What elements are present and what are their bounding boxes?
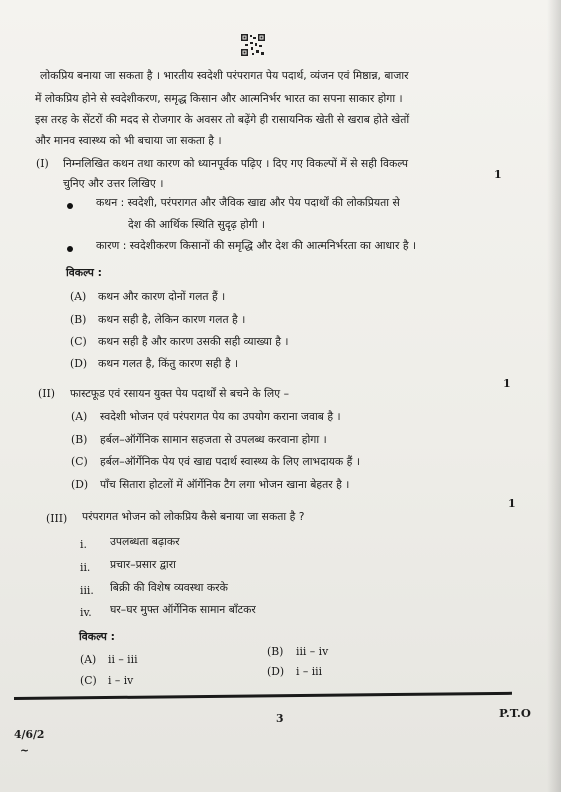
qr-code-icon <box>240 33 266 57</box>
option-key: (B) <box>267 645 284 658</box>
question-text: परंपरागत भोजन को लोकप्रिय कैसे बनाया जा सकता है ? <box>82 510 305 523</box>
statement-text: कथन : स्वदेशी, परंपरागत और जैविक खाद्य और पेय पदार्थों की लोकप्रियता से <box>96 196 400 209</box>
option-key: (B) <box>70 313 87 326</box>
question-number: (I) <box>36 157 49 170</box>
question-text: फास्टफूड एवं रसायन युक्त पेय पदार्थों से बचने के लिए – <box>70 387 289 400</box>
question-number: (II) <box>38 387 55 400</box>
options-label: विकल्प : <box>79 630 115 643</box>
footer-rule <box>14 692 512 700</box>
option-key: (D) <box>267 665 285 678</box>
question-marks: 1 <box>494 168 502 181</box>
option-key: (C) <box>80 674 97 687</box>
item-key: i. <box>80 538 87 551</box>
option-key: (C) <box>70 335 87 348</box>
paper-code: 4/6/2 <box>14 728 45 741</box>
option-key: (A) <box>70 290 87 303</box>
options-label: विकल्प : <box>66 266 102 279</box>
bullet-icon <box>67 246 73 252</box>
option-text: हर्बल–ऑर्गेनिक पेय एवं खाद्य पदार्थ स्वास्थ्य के लिए लाभदायक हैं । <box>100 455 360 468</box>
option-key: (C) <box>71 455 88 468</box>
item-text: घर–घर मुफ्त ऑर्गेनिक सामान बाँटकर <box>110 603 256 616</box>
statement-text: देश की आर्थिक स्थिति सुदृढ़ होगी । <box>128 218 266 231</box>
option-text: ii – iii <box>108 653 138 666</box>
item-key: iii. <box>80 584 94 597</box>
option-key: (D) <box>70 357 88 370</box>
option-text: कथन सही है, लेकिन कारण गलत है । <box>98 313 246 326</box>
intro-line: लोकप्रिय बनाया जा सकता है । भारतीय स्वदेशी परंपरागत पेय पदार्थ, व्यंजन एवं मिष्ठान्न, बाजार <box>40 69 409 82</box>
option-text: i – iii <box>296 665 323 678</box>
item-key: iv. <box>80 606 92 619</box>
item-text: प्रचार–प्रसार द्वारा <box>110 558 176 571</box>
question-marks: 1 <box>503 377 511 390</box>
item-text: उपलब्धता बढ़ाकर <box>110 535 180 548</box>
intro-line: इस तरह के सेंटरों की मदद से रोजगार के अवसर तो बढ़ेंगे ही रासायनिक खेती से खराब होते खेतों <box>35 113 410 126</box>
option-key: (A) <box>80 653 97 666</box>
reason-text: कारण : स्वदेशीकरण किसानों की समृद्धि और देश की आत्मनिर्भरता का आधार है । <box>96 239 417 252</box>
item-key: ii. <box>80 561 91 574</box>
option-text: पाँच सितारा होटलों में ऑर्गेनिक टैग लगा भोजन खाना बेहतर है । <box>100 478 350 491</box>
option-key: (A) <box>71 410 88 423</box>
option-text: i – iv <box>108 674 134 687</box>
question-text: चुनिए और उत्तर लिखिए । <box>63 177 164 190</box>
bullet-icon <box>67 203 73 209</box>
intro-line: में लोकप्रिय होने से स्वदेशीकरण, समृद्ध किसान और आत्मनिर्भर भारत का सपना साकार होगा । <box>35 92 403 105</box>
option-text: कथन गलत है, किंतु कारण सही है । <box>98 357 239 370</box>
option-key: (B) <box>71 433 88 446</box>
option-text: कथन सही है और कारण उसकी सही व्याख्या है । <box>98 335 289 348</box>
page-number: 3 <box>276 712 284 725</box>
pto-label: P.T.O <box>499 706 531 720</box>
option-text: कथन और कारण दोनों गलत हैं । <box>98 290 226 303</box>
question-number: (III) <box>46 512 68 525</box>
question-text: निम्नलिखित कथन तथा कारण को ध्यानपूर्वक पढ़िए । दिए गए विकल्पों में से सही विकल्प <box>63 157 409 170</box>
intro-line: और मानव स्वास्थ्य को भी बचाया जा सकता है । <box>35 134 222 147</box>
paper-code-tilde: ~ <box>20 744 30 757</box>
option-text: iii – iv <box>296 645 329 658</box>
option-text: हर्बल–ऑर्गेनिक सामान सहजता से उपलब्ध करवाना होगा । <box>100 433 327 446</box>
question-marks: 1 <box>508 497 516 510</box>
option-key: (D) <box>71 478 89 491</box>
page-edge-shadow <box>547 0 561 792</box>
item-text: बिक्री की विशेष व्यवस्था करके <box>110 581 228 594</box>
option-text: स्वदेशी भोजन एवं परंपरागत पेय का उपयोग कराना जवाब है । <box>100 410 341 423</box>
